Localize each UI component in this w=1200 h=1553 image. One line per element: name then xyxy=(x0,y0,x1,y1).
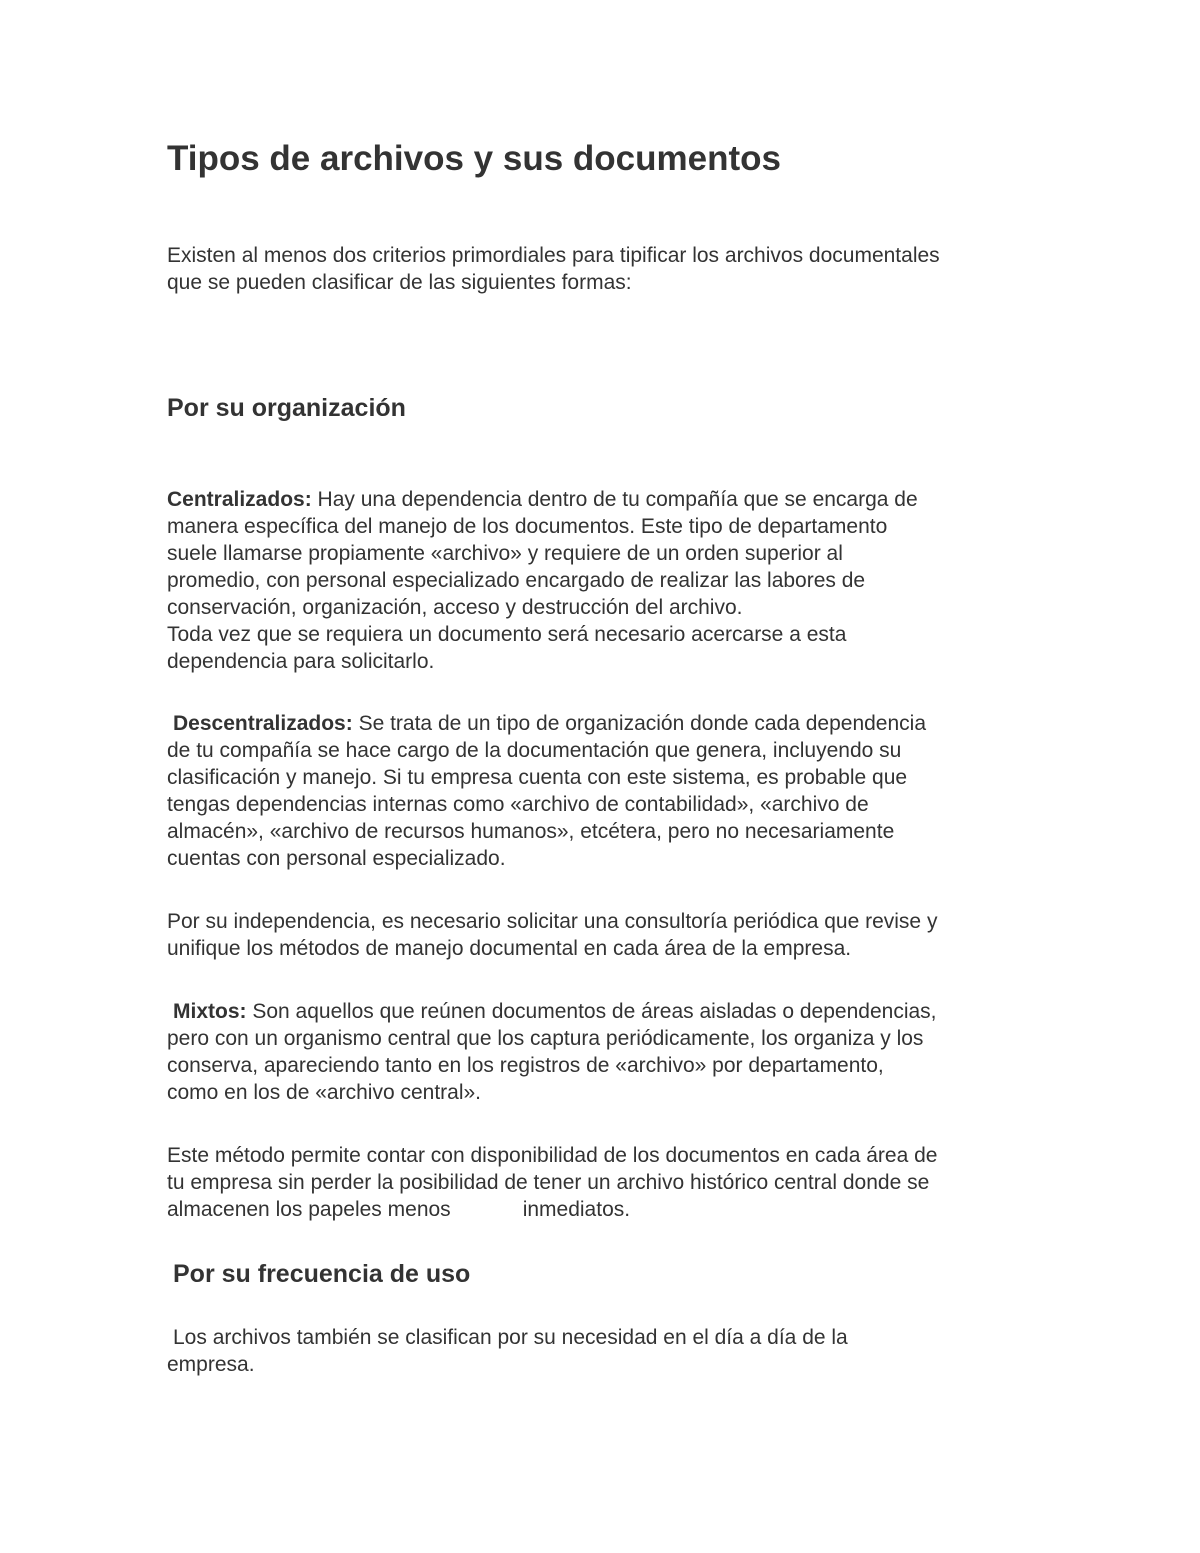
intro-line: Existen al menos dos criterios primordiales para tipificar los archivos documentales xyxy=(167,244,940,267)
paragraph-line: conserva, apareciendo tanto en los registros de «archivo» por departamento, xyxy=(167,1054,884,1077)
section-heading-organizacion: Por su organización xyxy=(167,394,406,422)
paragraph-metodo xyxy=(167,1142,1047,1223)
term-centralizados: Centralizados: xyxy=(167,488,312,511)
paragraph-line: Por su independencia, es necesario solicitar una consultoría periódica que revise y xyxy=(167,910,938,933)
paragraph-line xyxy=(167,486,1047,513)
document-title: Tipos de archivos y sus documentos xyxy=(167,139,781,178)
intro-line: que se pueden clasificar de las siguientes formas: xyxy=(167,271,632,294)
paragraph-line: promedio, con personal especializado encargado de realizar las labores de xyxy=(167,569,866,592)
intro-paragraph xyxy=(167,242,1047,296)
paragraph-line: como en los de «archivo central». xyxy=(167,1081,482,1104)
term-descentralizados: Descentralizados: xyxy=(173,712,353,735)
paragraph-line: de tu compañía se hace cargo de la documentación que genera, incluyendo su xyxy=(167,739,902,762)
paragraph-mixtos xyxy=(167,998,1047,1106)
paragraph-text: Se trata de un tipo de organización donde cada dependencia xyxy=(352,712,927,735)
paragraph-independencia xyxy=(167,908,1047,962)
paragraph-line: clasificación y manejo. Si tu empresa cuenta con este sistema, es probable que xyxy=(167,766,908,789)
paragraph-line xyxy=(167,1196,1047,1223)
paragraph-line: Este método permite contar con disponibilidad de los documentos en cada área de xyxy=(167,1144,938,1167)
section-heading-frecuencia: Por su frecuencia de uso xyxy=(173,1260,471,1288)
paragraph-line: unifique los métodos de manejo documental en cada área de la empresa. xyxy=(167,937,852,960)
paragraph-line: tu empresa sin perder la posibilidad de tener un archivo histórico central donde se xyxy=(167,1171,930,1194)
paragraph-line: Los archivos también se clasifican por su necesidad en el día a día de la xyxy=(173,1326,848,1349)
paragraph-line xyxy=(167,710,1047,737)
paragraph-line: almacén», «archivo de recursos humanos», etcétera, pero no necesariamente xyxy=(167,820,895,843)
paragraph-line: conservación, organización, acceso y destrucción del archivo. xyxy=(167,596,743,619)
paragraph-line: empresa. xyxy=(167,1353,255,1376)
paragraph-line: cuentas con personal especializado. xyxy=(167,847,506,870)
paragraph-line: suele llamarse propiamente «archivo» y requiere de un orden superior al xyxy=(167,542,843,565)
paragraph-line: Toda vez que se requiera un documento será necesario acercarse a esta xyxy=(167,623,847,646)
paragraph-text: almacenen los papeles menos xyxy=(167,1198,451,1221)
paragraph-line xyxy=(167,998,1047,1025)
paragraph-line: tengas dependencias internas como «archivo de contabilidad», «archivo de xyxy=(167,793,869,816)
paragraph-line: dependencia para solicitarlo. xyxy=(167,650,435,673)
paragraph-text: inmediatos. xyxy=(522,1198,631,1221)
paragraph-line: manera específica del manejo de los documentos. Este tipo de departamento xyxy=(167,515,888,538)
paragraph-line: pero con un organismo central que los captura periódicamente, los organiza y los xyxy=(167,1027,924,1050)
paragraph-frecuencia xyxy=(167,1324,1047,1378)
paragraph-descentralizados xyxy=(167,710,1047,872)
paragraph-text: Hay una dependencia dentro de tu compañía que se encarga de xyxy=(311,488,918,511)
term-mixtos: Mixtos: xyxy=(173,1000,247,1023)
paragraph-text: Son aquellos que reúnen documentos de áreas aisladas o dependencias, xyxy=(246,1000,937,1023)
paragraph-centralizados xyxy=(167,486,1047,675)
